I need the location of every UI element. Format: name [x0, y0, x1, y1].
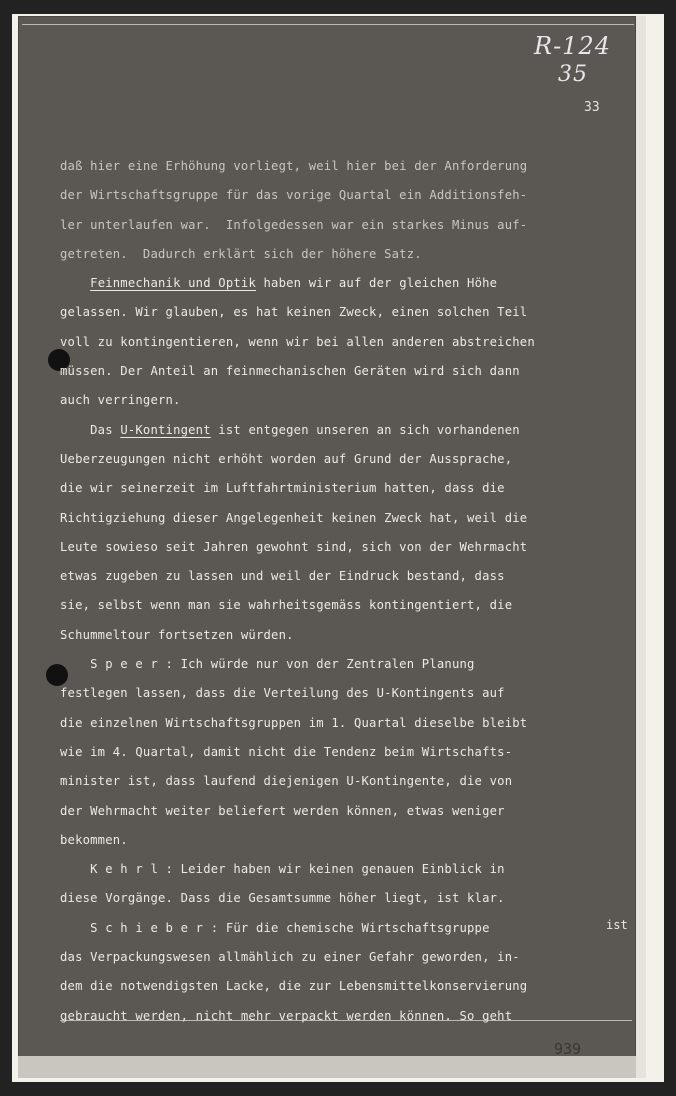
- archive-reference: R-124: [534, 32, 611, 60]
- page-number: 33: [584, 100, 600, 115]
- text-line: bekommen.: [60, 832, 128, 847]
- text-line: etwas zugeben zu lassen und weil der Eindruck bestand, dass: [60, 569, 505, 584]
- archive-number: 35: [558, 62, 588, 87]
- text-line: diese Vorgänge. Dass die Gesamtsumme höher liegt, ist klar.: [60, 891, 505, 906]
- text-line: gelassen. Wir glauben, es hat keinen Zweck, einen solchen Teil: [60, 305, 528, 320]
- text-line: S p e e r : Ich würde nur von der Zentralen Planung: [60, 657, 475, 672]
- text-line: müssen. Der Anteil an feinmechanischen Geräten wird sich dann: [60, 364, 520, 379]
- text-line: dem die notwendigsten Lacke, die zur Lebensmittelkonservierung: [60, 979, 528, 994]
- text-line: der Wirtschaftsgruppe für das vorige Quartal ein Additionsfeh-: [60, 188, 528, 203]
- inserted-word: ist: [606, 918, 628, 932]
- footer-number: 939: [554, 1040, 582, 1058]
- underlined-heading: Feinmechanik und Optik: [90, 276, 256, 291]
- text-segment: Das: [60, 422, 121, 437]
- text-segment: ist entgegen unseren an sich vorhandenen: [210, 422, 520, 437]
- typed-text: [60, 152, 640, 1031]
- text-line: auch verringern.: [60, 393, 181, 408]
- text-line: gebraucht werden, nicht mehr verpackt werden können. So geht: [60, 1008, 513, 1023]
- text-line: Ueberzeugungen nicht erhöht worden auf Grund der Aussprache,: [60, 451, 513, 466]
- text-line: der Wehrmacht weiter beliefert werden können, etwas weniger: [60, 803, 505, 818]
- text-segment: haben wir auf der gleichen Höhe: [255, 276, 498, 291]
- text-line: wie im 4. Quartal, damit nicht die Tendenz beim Wirtschafts-: [60, 744, 513, 759]
- text-line: minister ist, dass laufend diejenigen U-Kontingente, die von: [60, 774, 513, 789]
- underlined-heading: U-Kontingent: [120, 422, 211, 437]
- text-line: die wir seinerzeit im Luftfahrtministerium hatten, dass die: [60, 481, 505, 496]
- text-line: daß hier eine Erhöhung vorliegt, weil hier bei der Anforderung: [60, 159, 528, 173]
- text-line: [60, 416, 640, 445]
- bottom-margin-strip: [18, 1056, 636, 1078]
- top-rule: [22, 24, 634, 25]
- text-line: voll zu kontingentieren, wenn wir bei allen anderen abstreichen: [60, 334, 535, 349]
- text-line: Leute sowieso seit Jahren gewohnt sind, sich von der Wehrmacht: [60, 539, 528, 554]
- text-line: Richtigziehung dieser Angelegenheit keinen Zweck hat, weil die: [60, 510, 528, 525]
- text-line: K e h r l : Leider haben wir keinen genauen Einblick in: [60, 862, 505, 877]
- text-line: getreten. Dadurch erklärt sich der höhere Satz.: [60, 246, 422, 261]
- text-line: sie, selbst wenn man sie wahrheitsgemäss kontingentiert, die: [60, 598, 513, 613]
- text-line: S c h i e b e r : Für die chemische Wirtschaftsgruppe: [60, 920, 490, 935]
- text-line: ler unterlaufen war. Infolgedessen war ein starkes Minus auf-: [60, 217, 528, 232]
- text-line: [60, 269, 640, 298]
- text-line: die einzelnen Wirtschaftsgruppen im 1. Quartal dieselbe bleibt: [60, 715, 528, 730]
- text-line: festlegen lassen, dass die Verteilung des U-Kontingents auf: [60, 686, 505, 701]
- text-line: das Verpackungswesen allmählich zu einer Gefahr geworden, in-: [60, 950, 520, 965]
- text-line: Schummeltour fortsetzen würden.: [60, 627, 294, 642]
